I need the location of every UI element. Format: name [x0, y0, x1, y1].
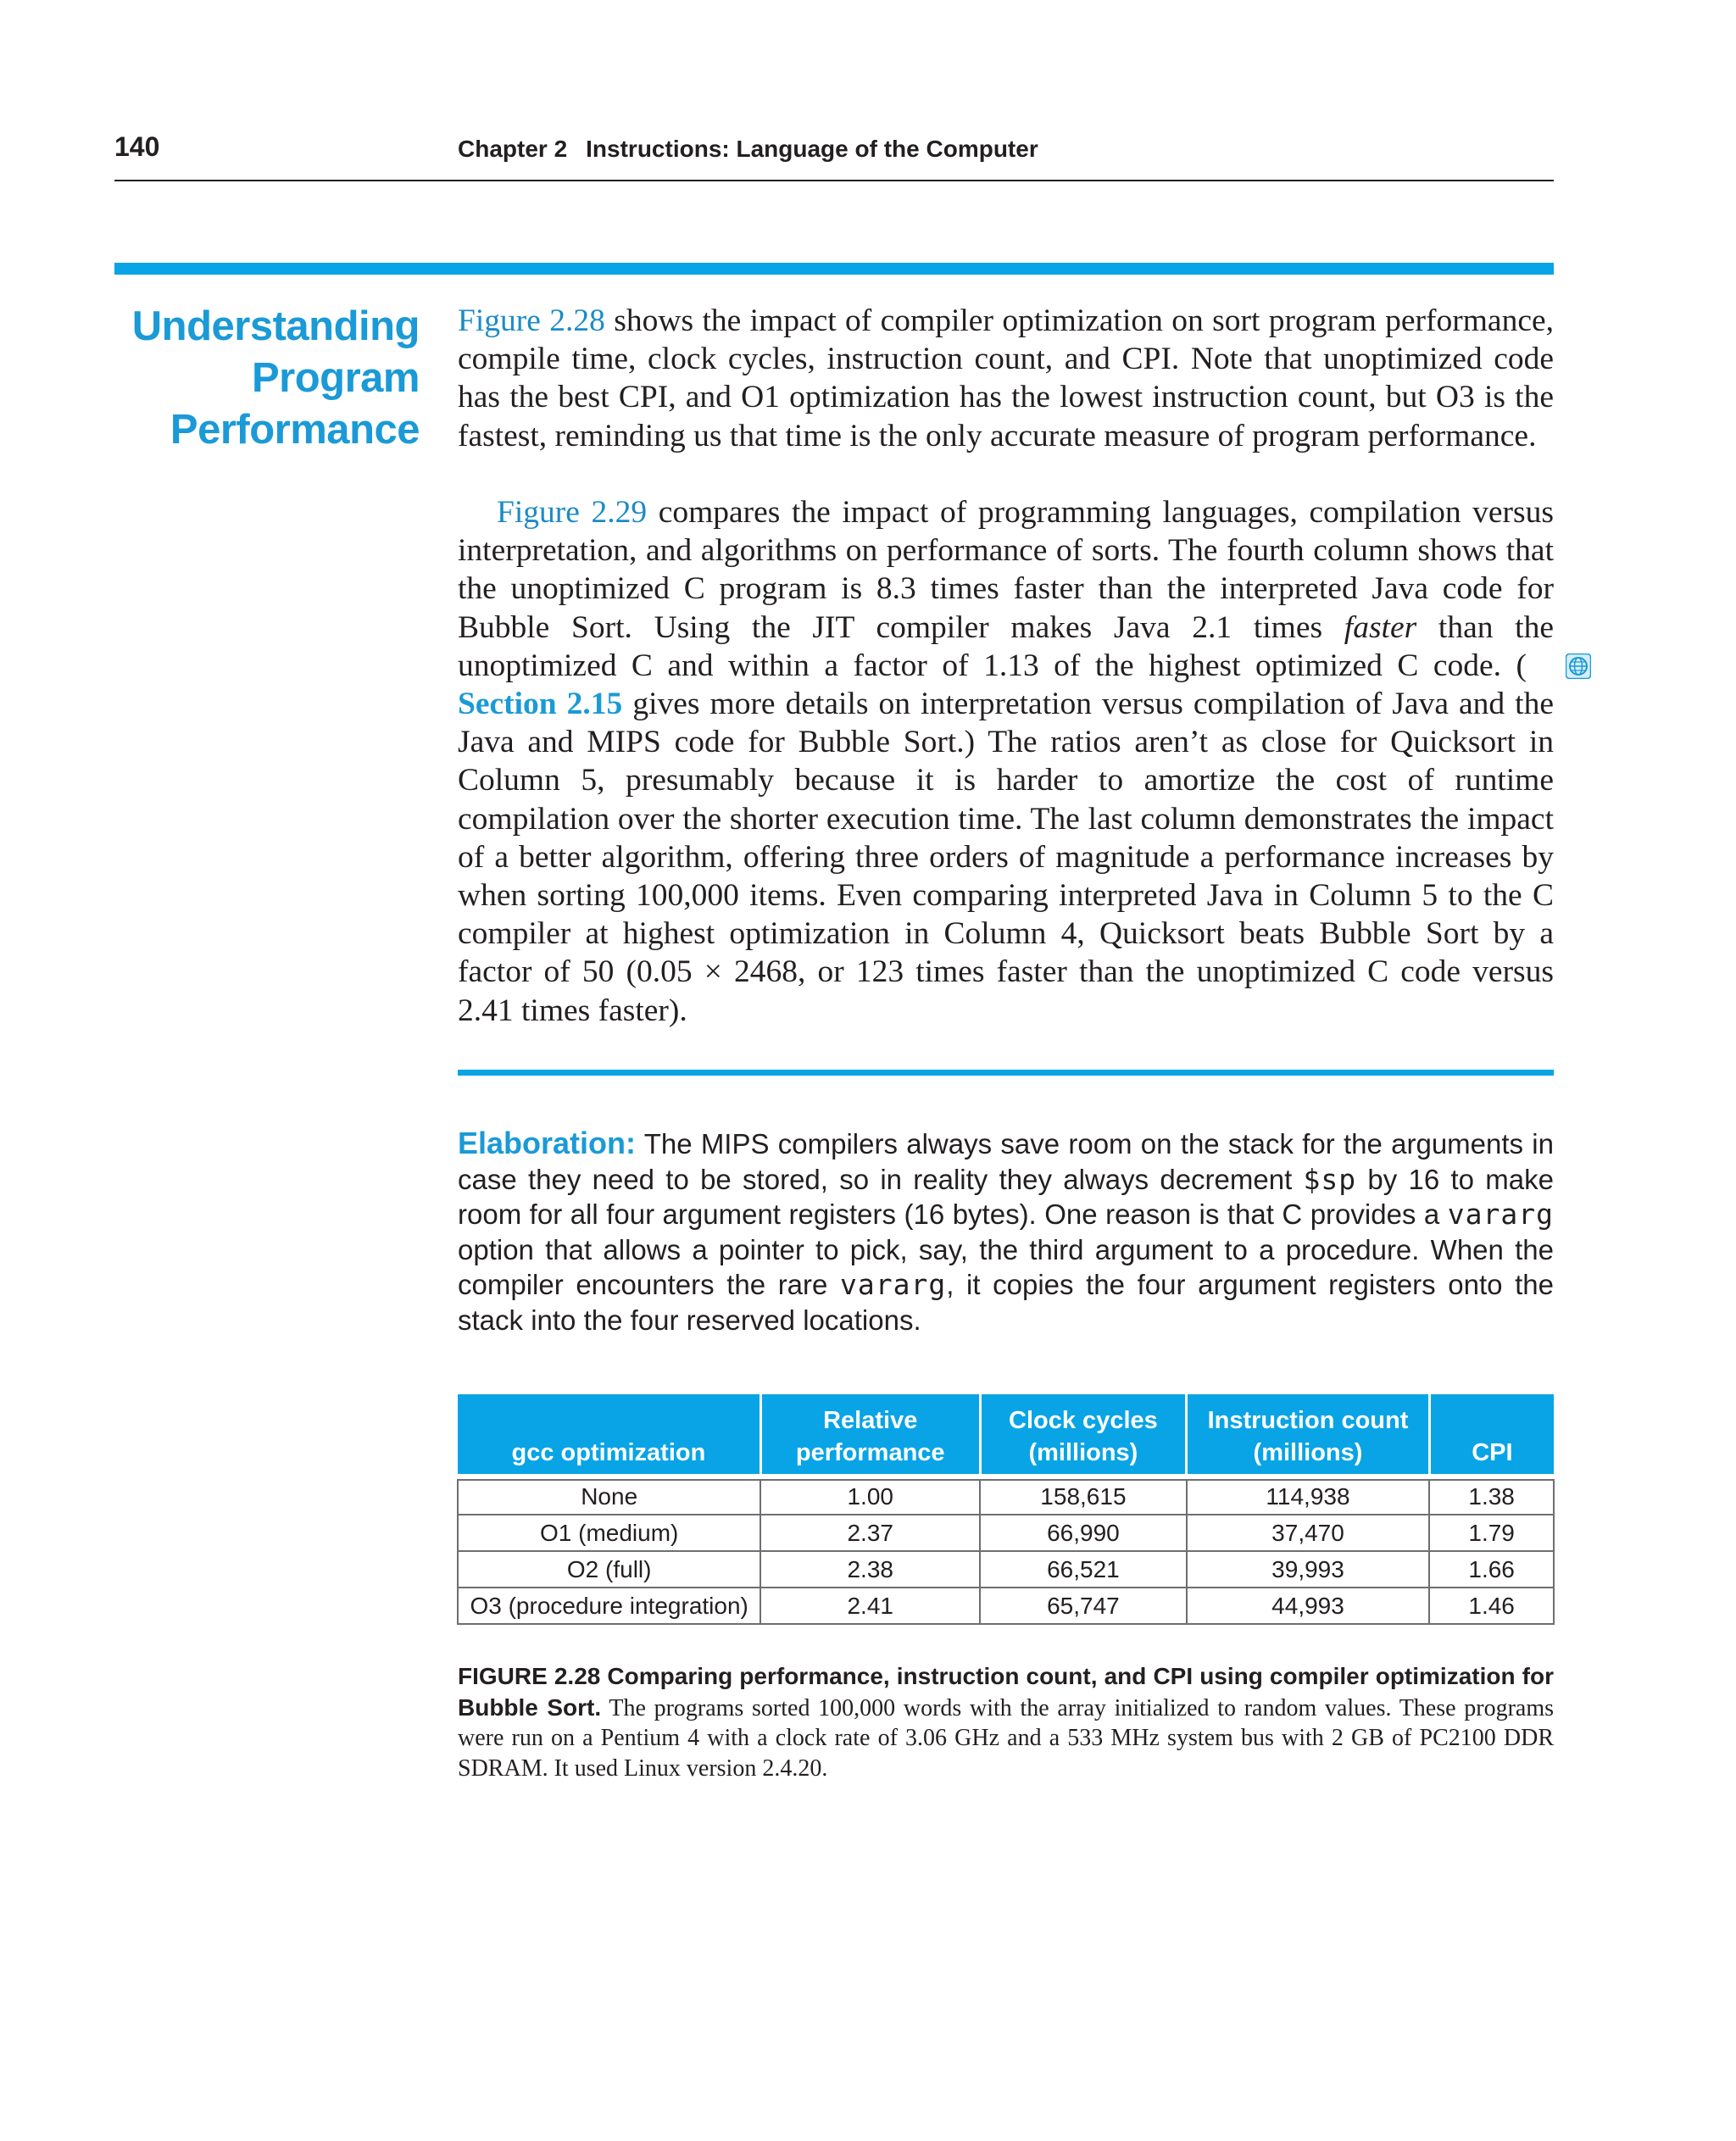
table-cell: 37,470 [1187, 1515, 1430, 1551]
sidebar-heading-line3: Performance [170, 407, 420, 453]
table-row [458, 1515, 1554, 1551]
header-rule [114, 180, 1554, 181]
figure-caption [458, 1661, 1554, 1783]
chapter-title: Instructions: Language of the Computer [586, 136, 1038, 162]
table-cell: 1.00 [760, 1476, 980, 1515]
section-divider-bar [458, 1070, 1554, 1076]
table-cell: 66,521 [980, 1551, 1187, 1588]
paragraph-1 [458, 302, 1554, 455]
elaboration-text-d: , it copies the four argument registers onto the stack into the four reserved locations. [458, 1269, 1554, 1336]
table-cell: O3 (procedure integration) [458, 1588, 760, 1624]
sidebar-heading-line1: Understanding [131, 303, 420, 349]
figure-link-2-28[interactable]: Figure 2.28 [458, 303, 605, 338]
header-cpi: CPI [1429, 1394, 1554, 1476]
paragraph-2-text-b: than the unoptimized C and within a factor of 1.13 of the highest optimized C code. ( [458, 609, 1554, 683]
table-cell: 158,615 [980, 1476, 1187, 1515]
paragraph-2-text-a: compares the impact of programming languages, compilation versus interpretation, and algorithms on performance of sorts. The fourth column shows that the unoptimized C program is 8.3 times faster than the interpreted Java code for Bubble Sort. Using the JIT compiler makes Java 2.1 times [458, 495, 1554, 645]
sidebar-heading-line2: Program [251, 355, 420, 401]
header-relative-performance: Relative performance [760, 1394, 980, 1476]
table-cell: 1.46 [1429, 1588, 1554, 1624]
code-vararg: vararg [840, 1268, 947, 1301]
elaboration-text-b: by 16 to make room for all four argument registers (16 bytes). One reason is that C provides a [458, 1163, 1554, 1230]
table-cell: 114,938 [1187, 1476, 1430, 1515]
table-cell: O1 (medium) [458, 1515, 760, 1551]
table-cell: 39,993 [1187, 1551, 1430, 1588]
table-cell: 2.38 [760, 1551, 980, 1588]
optimization-table [457, 1394, 1555, 1625]
header-clock-cycles: Clock cycles (millions) [980, 1394, 1187, 1476]
section-top-bar [114, 263, 1554, 275]
table-row [458, 1588, 1554, 1624]
table-cell: 44,993 [1187, 1588, 1430, 1624]
table-cell: 65,747 [980, 1588, 1187, 1624]
code-vararg: vararg [1447, 1198, 1554, 1231]
table-cell: 1.79 [1429, 1515, 1554, 1551]
table-header-row [458, 1394, 1554, 1476]
table-cell: 66,990 [980, 1515, 1187, 1551]
code-sp: $sp [1303, 1162, 1357, 1196]
table-cell: 2.41 [760, 1588, 980, 1624]
paragraph-1-text: shows the impact of compiler optimization on sort program performance, compile time, clock cycles, instruction count, and CPI. Note that unoptimized code has the best CPI, and O1 optimization has the lowest instruction count, but O3 is the fastest, reminding us that time is the only accurate measure of program performance. [458, 303, 1554, 453]
elaboration-text-c: option that allows a pointer to pick, say, the third argument to a procedure. When the compiler encounters the rare [458, 1233, 1554, 1300]
caption-heading: FIGURE 2.28 Comparing performance, instruction count, and CPI using compiler optimization for Bubble Sort. [458, 1663, 1554, 1721]
paragraph-2-text-c: gives more details on interpretation versus compilation of Java and the Java and MIPS code for Bubble Sort.) The ratios aren’t as close for Quicksort in Column 5, presumably because it is harder to amortize the cost of runtime compilation over the shorter execution time. The last column demonstrates the impact of a better algorithm, offering three orders of magnitude a performance increases by when sorting 100,000 items. Even comparing interpreted Java in Column 5 to the C compiler at highest optimization in Column 4, Quicksort beats Bubble Sort by a factor of 50 (0.05 × 2468, or 123 times faster than the unoptimized C code versus 2.41 times faster). [458, 687, 1554, 1028]
page-number: 140 [114, 131, 160, 162]
table-cell: 1.66 [1429, 1551, 1554, 1588]
table-cell: 1.38 [1429, 1476, 1554, 1515]
table-row [458, 1476, 1554, 1515]
table-row [458, 1551, 1554, 1588]
running-head [458, 136, 1038, 163]
paragraph-2-italic: faster [1344, 609, 1417, 645]
header-gcc-optimization: gcc optimization [458, 1394, 760, 1476]
elaboration-text-a: The MIPS compilers always save room on the stack for the arguments in case they need to be stored, so in reality they always decrement [458, 1128, 1554, 1195]
sidebar-heading [85, 301, 420, 456]
figure-link-2-29[interactable]: Figure 2.29 [497, 495, 648, 530]
elaboration-paragraph [458, 1126, 1554, 1337]
globe-icon [1527, 650, 1552, 676]
table-cell: 2.37 [760, 1515, 980, 1551]
caption-text: The programs sorted 100,000 words with the array initialized to random values. These programs were run on a Pentium 4 with a clock rate of 3.06 GHz and a 533 MHz system bus with 2 GB of PC2100 DDR SDRAM. It used Linux version 2.4.20. [458, 1694, 1554, 1782]
table-cell: None [458, 1476, 760, 1515]
header-instruction-count: Instruction count (millions) [1187, 1394, 1430, 1476]
paragraph-2 [458, 493, 1554, 1030]
section-link-2-15[interactable]: Section 2.15 [458, 687, 623, 722]
elaboration-label: Elaboration: [458, 1126, 637, 1160]
chapter-label: Chapter 2 [458, 136, 568, 162]
table-cell: O2 (full) [458, 1551, 760, 1588]
